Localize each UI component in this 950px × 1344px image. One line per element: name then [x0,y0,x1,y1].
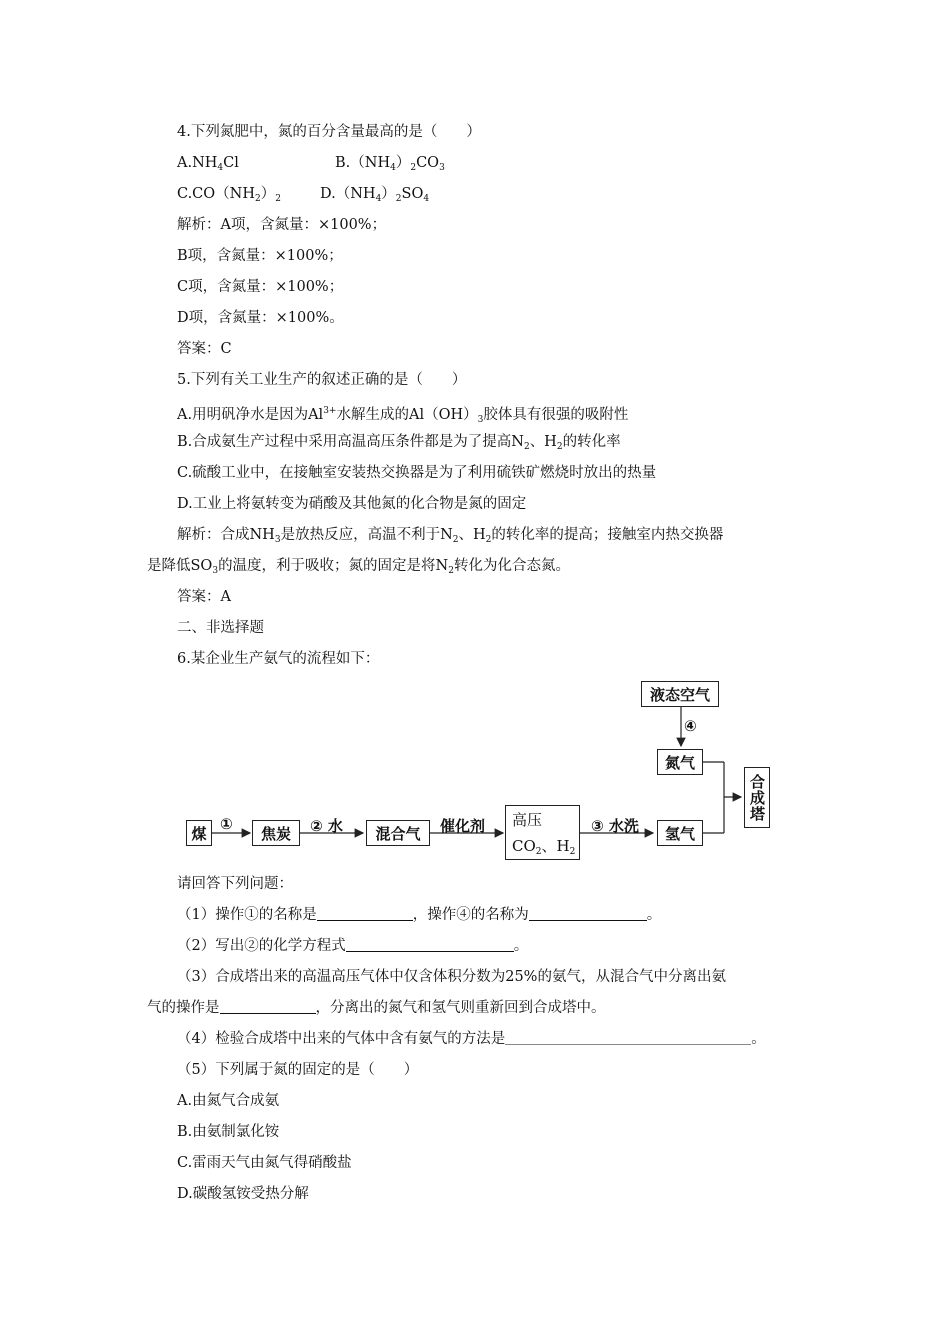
blank-1b[interactable] [529,906,647,921]
q4-option-c: $C.CO(NH_2)_2$ [177,186,281,204]
q6-prompt: 请回答下列问题： [177,876,293,892]
q4-option-b: $B.(NH_4)_2CO_3$ [335,155,445,173]
q5-option-d: D.工业上将氨转变为硝酸及其他氮的化合物是氮的固定 [177,496,527,512]
q5-option-c: C.硫酸工业中，在接触室安装热交换器是为了利用硫铁矿燃烧时放出的热量 [177,465,657,481]
box-high-pressure [505,805,580,860]
label-catalyst: 催化剂 [440,817,486,835]
label-step-3: ③ 水洗 [591,817,639,835]
q6-part-1: （1）操作①的名称是 ，操作④的名称为 。 [177,907,662,923]
q5-analysis-line1: 解析：合成$NH_3$是放热反应，高温不利于$N_2$、$H_2$的转化率的提高；接触室内热交换器 [177,527,724,545]
q4-analysis-a: 解析：A项，含氮量：×100%； [177,217,387,233]
q6-stem: 6.某企业生产氨气的流程如下： [177,651,380,667]
q5-answer: 答案：A [177,589,231,605]
q6-part-4: （4）检验合成塔中出来的气体中含有氨气的方法是 。 [177,1031,766,1047]
q6-option-a: A.由氮气合成氨 [177,1093,280,1109]
blank-3[interactable] [220,999,316,1014]
blank-2[interactable] [346,937,514,952]
q4-option-d: $D.(NH_4)_2SO_4$ [320,186,430,204]
high-pressure-label: 高压 [512,810,543,829]
co2-h2-label: $CO_2$、$H_2$ [512,836,576,857]
blank-4[interactable] [505,1030,751,1045]
q5-option-a: A.用明矾净水是因为$Al^{3+}$水解生成的$Al(OH)_3$胶体具有很强的吸附性 [177,406,629,425]
blank-1a[interactable] [317,906,413,921]
q4-stem: 4.下列氮肥中，氮的百分含量最高的是（ ） [177,124,481,140]
box-nitrogen: 氮气 [657,749,703,775]
q4-answer: 答案：C [177,341,232,357]
q6-part-5: （5）下列属于氮的固定的是（ ） [177,1062,419,1078]
q6-part-3-line2: 气的操作是 ，分离出的氮气和氢气则重新回到合成塔中。 [147,1000,606,1016]
q6-option-c: C.雷雨天气由氮气得硝酸盐 [177,1155,352,1171]
q4-option-a: $A.NH_4Cl$ [177,155,239,173]
box-mixed-gas: 混合气 [366,820,430,846]
box-coke: 焦炭 [252,820,300,846]
q6-option-d: D.碳酸氢铵受热分解 [177,1186,309,1202]
box-synthesis-tower: 合成塔 [744,767,770,828]
box-liquid-air: 液态空气 [641,681,719,707]
q5-option-b: B.合成氨生产过程中采用高温高压条件都是为了提高$N_2$、$H_2$的转化率 [177,434,621,452]
box-hydrogen: 氢气 [657,820,703,846]
box-coal: 煤 [186,820,212,846]
q6-part-3-line1: （3）合成塔出来的高温高压气体中仅含体积分数为25%的氨气，从混合气中分离出氨 [177,969,726,985]
q4-analysis-d: D项，含氮量：×100%。 [177,310,344,326]
q5-analysis-line2: 是降低$SO_3$的温度，利于吸收；氮的固定是将$N_2$转化为化合态氮。 [147,558,570,576]
q4-analysis-c: C项，含氮量：×100%； [177,279,344,295]
q6-part-2: （2）写出②的化学方程式 。 [177,938,529,954]
section-2-heading: 二、非选择题 [177,620,264,636]
q6-option-b: B.由氨制氯化铵 [177,1124,280,1140]
label-step-4: ④ [684,717,697,735]
label-step-2: ② 水 [310,817,343,835]
q4-analysis-b: B项，含氮量：×100%； [177,248,343,264]
q5-stem: 5.下列有关工业生产的叙述正确的是（ ） [177,372,467,388]
label-step-1: ① [220,815,233,833]
